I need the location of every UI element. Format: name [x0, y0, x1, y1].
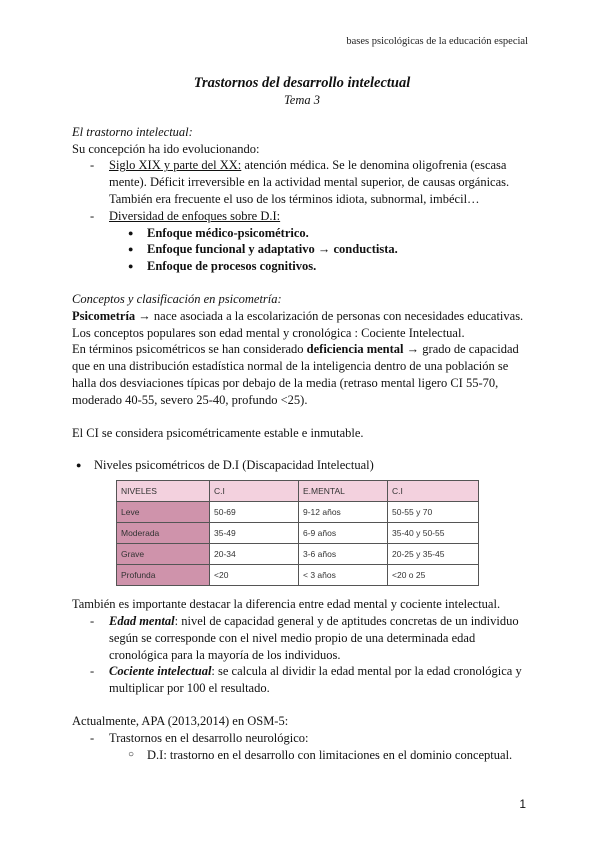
paragraph-psicometria — [72, 308, 532, 342]
section-heading-trastorno: El trastorno intelectual: — [72, 124, 193, 139]
list-item-text: atención médica. Se le denomina oligofrenia (escasa mente). Déficit irreversible en la actividad mental superior, de causas orgánicas. También era frecuente el uso de los términos idiota, subnormal, imbécil… — [109, 158, 510, 206]
approach-item: ● Enfoque médico-psicométrico. — [72, 225, 532, 242]
section-intro: Su concepción ha ido evolucionando: — [72, 141, 260, 156]
table-cell: 9-12 años — [299, 502, 388, 523]
paragraph-diferencia: También es importante destacar la diferencia entre edad mental y cociente intelectual. — [72, 597, 501, 612]
table-cell-level: Grave — [117, 544, 210, 565]
paragraph-deficiencia — [72, 341, 532, 408]
paragraph-text: → nace asociada a la escolarización de personas con necesidades educativas. Los conceptos populares son edad mental y cronológica : Cociente Intelectual. — [72, 308, 524, 340]
term-deficiencia: deficiencia mental — [306, 342, 404, 357]
definition-text: : nivel de capacidad general y de aptitudes concretas de un individuo según se corresponde con el nivel medio propio de una determinada edad cronológica para la mayoría de los individuos. — [109, 613, 519, 662]
table-row — [117, 523, 479, 544]
table-cell-level: Profunda — [117, 565, 210, 586]
table-cell: <20 o 25 — [388, 565, 479, 586]
levels-table — [116, 480, 479, 586]
table-header: E.MENTAL — [299, 481, 388, 502]
list-item-label: Siglo XIX y parte del XX: — [109, 158, 242, 173]
table-cell: 20-25 y 35-45 — [388, 544, 479, 565]
document-title: Trastornos del desarrollo intelectual — [193, 75, 411, 91]
table-header: C.I — [210, 481, 299, 502]
term-cociente: Cociente intelectual — [109, 664, 212, 679]
table-cell-level: Moderada — [117, 523, 210, 544]
table-cell: 35-40 y 50-55 — [388, 523, 479, 544]
list-item-enfoques — [72, 208, 532, 225]
table-header-row — [117, 481, 479, 502]
table-header: C.I — [388, 481, 479, 502]
table-header: NIVELES — [117, 481, 210, 502]
table-row — [117, 544, 479, 565]
approach-item: ● Enfoque de procesos cognitivos. — [72, 258, 532, 275]
running-header: bases psicológicas de la educación especial — [346, 36, 528, 47]
table-cell: 3-6 años — [299, 544, 388, 565]
term-psicometria: Psicometría — [72, 308, 136, 323]
paragraph-text: → grado de capacidad que en una distribución estadística normal de la inteligencia dentro de una población se halla dos desviaciones típicas por debajo de la media (retraso mental ligero CI 55-70, moderado 40-55, severo 25-40, profundo <25). — [72, 342, 519, 407]
paragraph-apa: Actualmente, APA (2013,2014) en OSM-5: — [72, 713, 289, 728]
table-row — [117, 565, 479, 586]
table-cell: 6-9 años — [299, 523, 388, 544]
table-cell: 35-49 — [210, 523, 299, 544]
table-cell: 50-69 — [210, 502, 299, 523]
page-content — [72, 74, 532, 763]
bullet-niveles: ● Niveles psicométricos de D.I (Discapacidad Intelectual) — [72, 457, 532, 474]
paragraph-ci-estable: El CI se considera psicométricamente estable e inmutable. — [72, 425, 364, 440]
term-edad-mental: Edad mental — [109, 613, 175, 628]
definition-text: : se calcula al dividir la edad mental por la edad cronológica y multiplicar por 100 el resultado. — [109, 664, 522, 696]
table-row — [117, 502, 479, 523]
table-cell-level: Leve — [117, 502, 210, 523]
document-subtitle: Tema 3 — [283, 93, 320, 107]
table-cell: < 3 años — [299, 565, 388, 586]
list-item-neurologico: - Trastornos en el desarrollo neurológico: — [72, 730, 532, 747]
section-heading-conceptos: Conceptos y clasificación en psicometría: — [72, 291, 282, 306]
page-number: 1 — [519, 797, 526, 811]
list-item-label: Diversidad de enfoques sobre D.I: — [109, 208, 281, 223]
table-cell: <20 — [210, 565, 299, 586]
table-cell: 50-55 y 70 — [388, 502, 479, 523]
list-item-siglo — [72, 157, 532, 207]
approach-item: ● Enfoque funcional y adaptativo → conductista. — [72, 241, 532, 258]
definition-cociente — [72, 663, 532, 697]
table-cell: 20-34 — [210, 544, 299, 565]
paragraph-text: En términos psicométricos se han considerado — [72, 342, 307, 357]
sublist-item-di: ○ D.I: trastorno en el desarrollo con limitaciones en el dominio conceptual. — [72, 747, 532, 764]
definition-edad-mental — [72, 613, 532, 663]
